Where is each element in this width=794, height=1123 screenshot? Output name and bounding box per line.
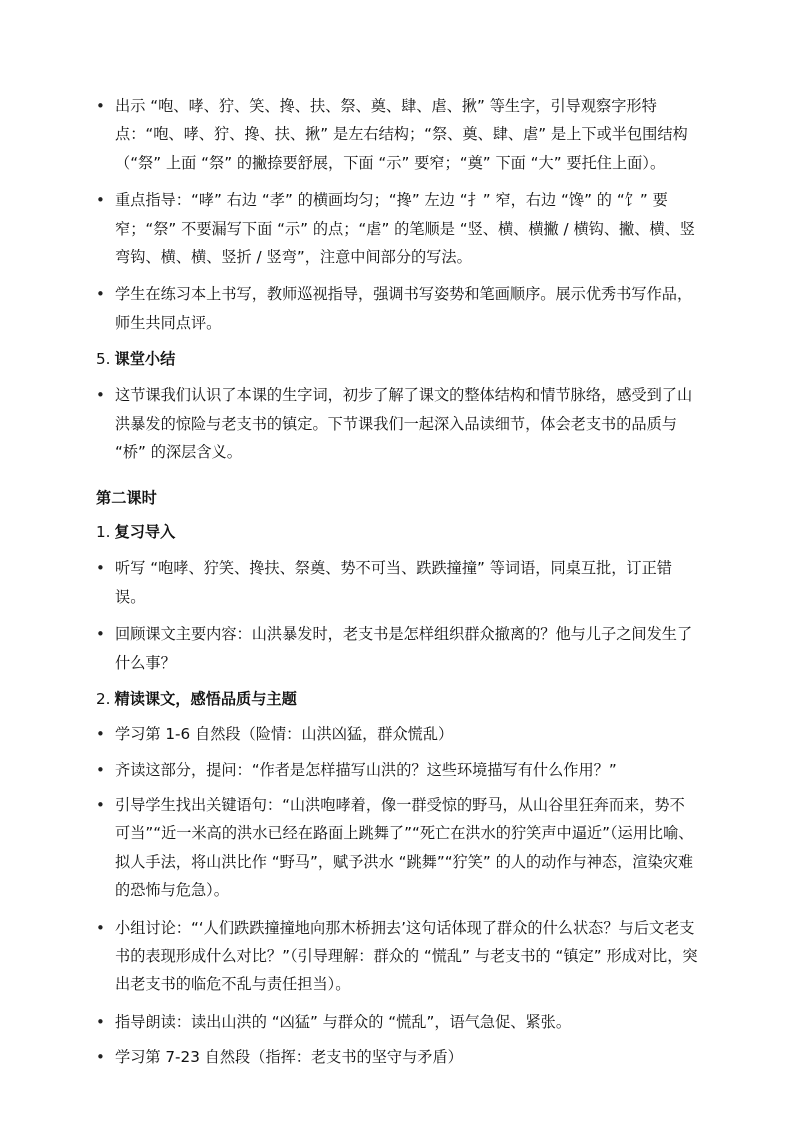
list-item-text: 重点指导：“哮” 右边 “孝” 的横画均匀；“搀” 左边 “扌” 窄，右边 “馋” 的 “饣” 要窄；“祭” 不要漏写下面 “示” 的点；“虐” 的笔顺是 “竖、横、横撇 / 横钩、撇、横、竖弯钩、横、横、竖折 / 竖弯”，注意中间部分的写法。 [115, 191, 695, 267]
list-item [0, 791, 794, 905]
step-number: 2. [96, 690, 111, 709]
list-item [0, 92, 794, 177]
bullet-icon: • [96, 760, 105, 779]
bullet-icon: • [96, 795, 105, 814]
step-title: 精读课文，感悟品质与主题 [114, 690, 297, 709]
list-item-text: 齐读这部分，提问：“作者是怎样描写山洪的？这些环境描写有什么作用？” [115, 760, 617, 779]
list-item-text: 这节课我们认识了本课的生字词，初步了解了课文的整体结构和情节脉络，感受到了山洪暴发的惊险与老支书的镇定。下节课我们一起深入品读细节，体会老支书的品质与 “桥” 的深层含义。 [115, 386, 693, 462]
step-number: 5. [96, 350, 111, 369]
section-title: 第二课时 [96, 489, 157, 508]
list-item-text: 学生在练习本上书写，教师巡视指导，强调书写姿势和笔画顺序。展示优秀书写作品，师生共同点评。 [115, 285, 693, 332]
list-item [0, 554, 794, 611]
list-item [0, 381, 794, 466]
bullet-icon: • [96, 625, 105, 644]
list-item-text: 指导朗读：读出山洪的 “凶猛” 与群众的 “慌乱”，语气急促、紧张。 [115, 1012, 572, 1031]
bullet-icon: • [96, 1012, 105, 1031]
bullet-icon: • [96, 285, 105, 304]
step-number: 1. [96, 523, 111, 542]
bullet-icon: • [96, 725, 105, 744]
step-title: 课堂小结 [114, 350, 176, 369]
list-item-text: 出示 “咆、哮、狞、笑、搀、扶、祭、奠、肆、虐、揪” 等生字，引导观察字形特点：“咆、哮、狞、搀、扶、揪” 是左右结构；“祭、奠、肆、虐” 是上下或半包围结构（“祭” 上面 “祭” 的撇捺要舒展，下面 “示” 要窄；“奠” 下面 “大” 要托住上面）。 [115, 97, 688, 172]
list-item [0, 914, 794, 999]
list-item-text: 回顾课文主要内容：山洪暴发时，老支书是怎样组织群众撤离的？他与儿子之间发生了什么事？ [115, 625, 693, 672]
list-item-text: 学习第 7-23 自然段（指挥：老支书的坚守与矛盾） [115, 1048, 463, 1067]
list-item [0, 280, 794, 337]
list-item-text: 听写 “咆哮、狞笑、搀扶、祭奠、势不可当、跌跌撞撞” 等词语，同桌互批，订正错误。 [115, 559, 672, 606]
bullet-icon: • [96, 918, 105, 937]
list-item-text: 学习第 1-6 自然段（险情：山洪凶猛，群众慌乱） [115, 725, 454, 744]
step-title: 复习导入 [114, 523, 176, 542]
bullet-icon: • [96, 97, 105, 115]
step-heading [0, 685, 794, 713]
list-item [0, 756, 794, 784]
document-body [0, 92, 794, 1072]
list-item-text: 小组讨论：“‘人们跌跌撞撞地向那木桥拥去’这句话体现了群众的什么状态？与后文老支书的表现形成什么对比？”（引导理解：群众的 “慌乱” 与老支书的 “镇定” 形成对比，突出老支书的临危不乱与责任担当）。 [115, 918, 698, 994]
list-item [0, 1043, 794, 1071]
step-heading [0, 518, 794, 546]
list-item [0, 620, 794, 677]
list-item [0, 186, 794, 271]
bullet-icon: • [96, 1048, 105, 1067]
list-item [0, 720, 794, 748]
step-heading [0, 345, 794, 373]
bullet-icon: • [96, 559, 105, 578]
list-item-text: 引导学生找出关键语句：“山洪咆哮着，像一群受惊的野马，从山谷里狂奔而来，势不可当”“近一米高的洪水已经在路面上跳舞了”“死亡在洪水的狞笑声中逼近”（运用比喻、拟人手法，将山洪比作 “野马”，赋予洪水 “跳舞”“狞笑” 的人的动作与神态，渲染灾难的恐怖与危急）。 [115, 795, 694, 900]
bullet-icon: • [96, 191, 105, 210]
bullet-icon: • [96, 386, 105, 405]
list-item [0, 1008, 794, 1036]
